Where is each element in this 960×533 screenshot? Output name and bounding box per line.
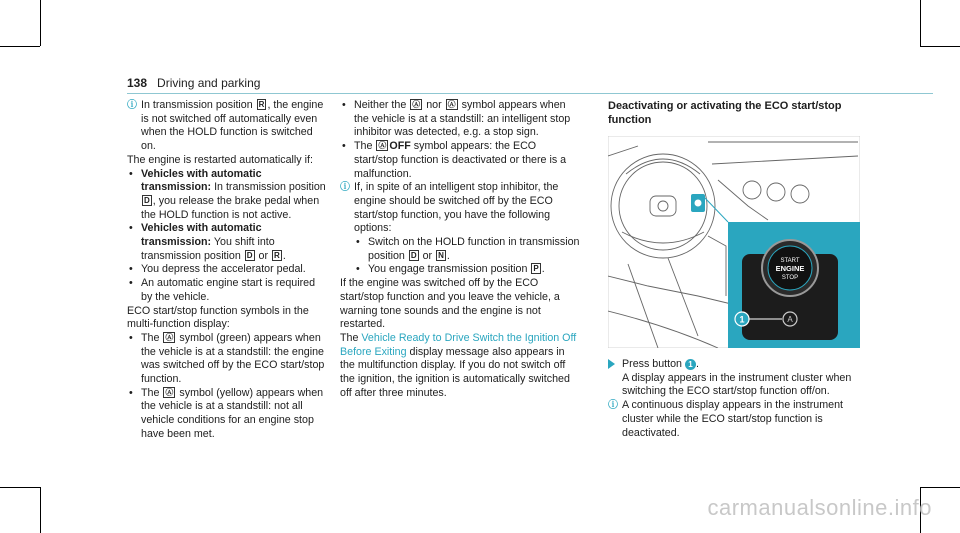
info-icon: ⓘ: [340, 182, 350, 194]
eco-symbol-icon: Ⓐ: [378, 141, 387, 151]
gear-d-symbol: D: [144, 195, 150, 205]
warning-paragraph: If the engine was switched off by the ECO start/stop function and you leave the vehicle, a warning tone sounds and the engine is not restarted.: [340, 277, 560, 331]
start-label: START: [780, 258, 800, 264]
section-title: Driving and parking: [157, 76, 261, 90]
crop-mark: [40, 0, 41, 46]
watermark: carmanualsonline.info: [707, 495, 932, 520]
page-header: [127, 76, 260, 90]
figure-eco-button: [608, 136, 860, 348]
list-item: • Neither the Ⓐ nor Ⓐ symbol appears when the vehicle is at a standstill: an intelligent stop inhibitor was detected, e.g. a stop sign.: [340, 99, 582, 140]
column-3-instructions: [608, 358, 856, 440]
header-rule: [127, 93, 933, 94]
list-item: • Vehicles with automatic transmission: In transmission position D , you release the brake pedal when the HOLD function is not active.: [127, 168, 329, 223]
list-item: • Vehicles with automatic transmission: You shift into transmission position D or R .: [127, 222, 329, 263]
stop-label: STOP: [781, 275, 799, 281]
callout-1-label: 1: [739, 314, 745, 325]
engine-label: ENGINE: [775, 264, 805, 273]
crop-mark: [0, 487, 40, 488]
gear-d-symbol: D: [246, 250, 253, 260]
svg-text:A: A: [787, 315, 793, 324]
note-transmission-r: ⓘ In transmission position R , the engine is not switched off automatically even when the HOLD function is switched on.: [127, 99, 324, 153]
note-continuous-display: ⓘ A continuous display appears in the instrument cluster while the ECO start/stop function is deactivated.: [608, 399, 844, 439]
list-item: • An automatic engine start is required by the vehicle.: [127, 277, 329, 304]
gear-p-symbol: P: [533, 264, 539, 274]
display-message-paragraph: The Vehicle Ready to Drive Switch the Ignition Off Before Exiting display message also appears in the multifunction display. If you do not switch off the ignition, the ignition is automatically switched off after three minutes.: [340, 331, 577, 399]
column-3: [608, 99, 856, 127]
list-item: • You engage transmission position P .: [340, 263, 582, 277]
action-result: A display appears in the instrument cluster when switching the ECO start/stop function off/on.: [622, 371, 852, 398]
list-item: • Switch on the HOLD function in transmission position D or N .: [340, 236, 582, 263]
list-item: • The Ⓐ OFF symbol appears: the ECO start/stop function is deactivated or there is a malfunction.: [340, 140, 582, 181]
action-step: Press button 1 .: [608, 358, 856, 372]
crop-mark: [40, 487, 41, 533]
list-item: • The Ⓐ symbol (green) appears when the vehicle is at a standstill: the engine was switched off by the ECO start/stop function.: [127, 332, 329, 387]
eco-symbol-icon: Ⓐ: [165, 387, 174, 397]
crop-mark: [920, 487, 960, 488]
crop-mark: [920, 0, 921, 46]
crop-mark: [0, 46, 40, 47]
callout-ref: 1: [685, 359, 696, 370]
list-item: • You depress the accelerator pedal.: [127, 263, 329, 277]
restart-intro: The engine is restarted automatically if:: [127, 153, 313, 166]
column-2: [340, 99, 582, 400]
list-item: • The Ⓐ symbol (yellow) appears when the vehicle is at a standstill: not all vehicle conditions for an engine stop have been met.: [127, 387, 329, 442]
crop-mark: [920, 46, 960, 47]
eco-symbol-icon: Ⓐ: [447, 100, 456, 109]
column-1: [127, 99, 329, 442]
gear-d-symbol: D: [410, 250, 417, 260]
symbols-intro: ECO start/stop function symbols in the multi-function display:: [127, 304, 309, 331]
section-heading: Deactivating or activating the ECO start/stop function: [608, 100, 842, 126]
page-number: 138: [127, 76, 148, 90]
info-icon: ⓘ: [127, 100, 137, 111]
display-message-link[interactable]: Vehicle Ready to Drive Switch the Ignition Off Before Exiting: [340, 331, 577, 358]
gear-n-symbol: N: [438, 250, 444, 260]
eco-symbol-icon: Ⓐ: [412, 100, 421, 109]
gear-r-symbol: R: [274, 250, 280, 260]
eco-symbol-icon: Ⓐ: [165, 332, 174, 342]
note-stop-inhibitor: ⓘ If, in spite of an intelligent stop inhibitor, the engine should be switched off by the ECO start/stop function, you have the following options:: [340, 181, 559, 235]
gear-r-symbol: R: [258, 100, 265, 109]
info-icon: ⓘ: [608, 400, 618, 412]
action-arrow-icon: [608, 359, 615, 369]
